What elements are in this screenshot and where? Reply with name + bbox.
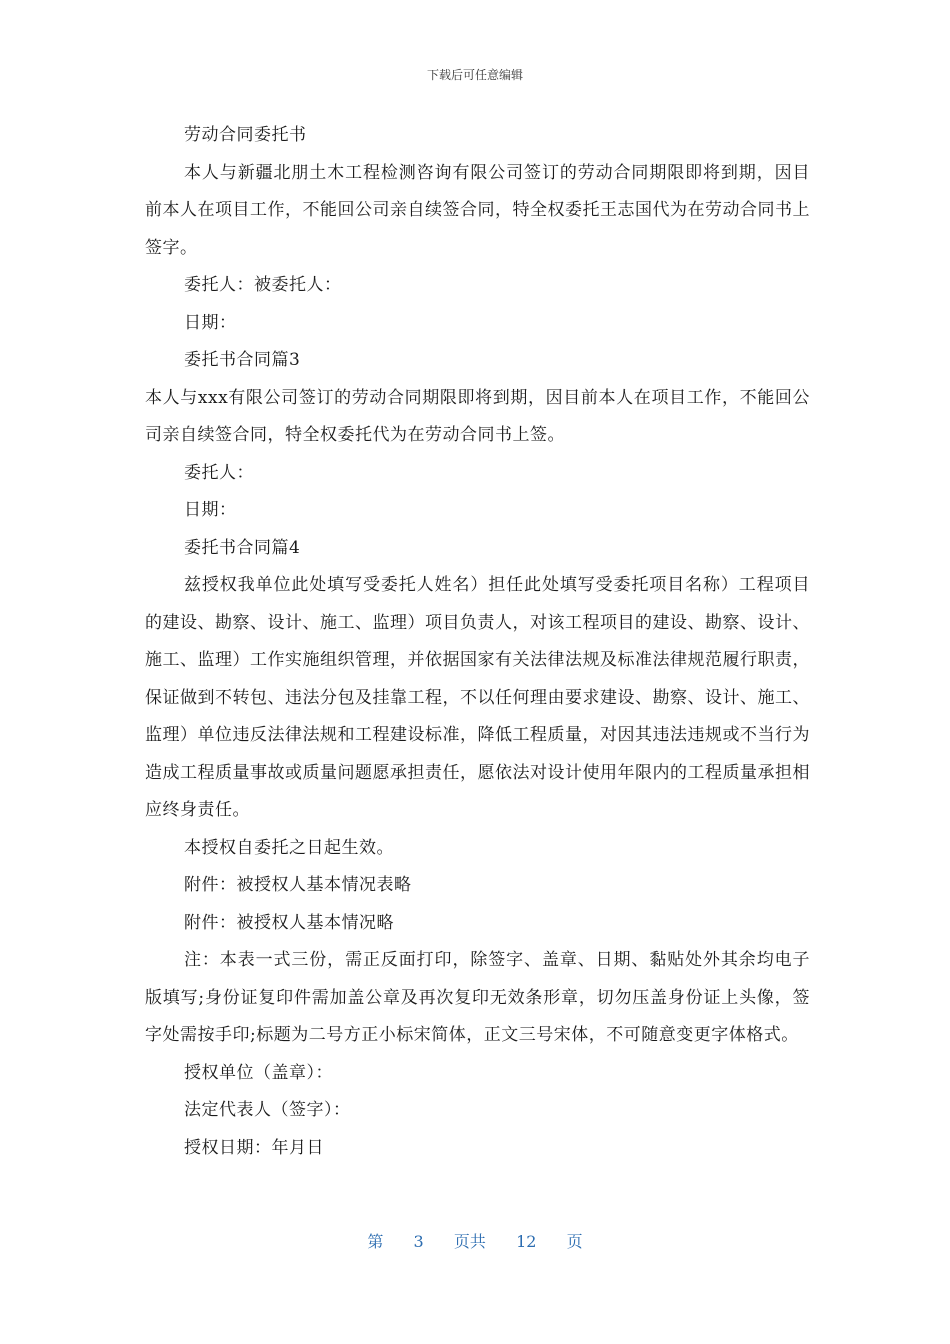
page-label: 第 [367,1232,384,1251]
paragraph: 授权日期：年月日 [184,1137,324,1158]
paragraph: 本人与新疆北朋土木工程检测咨询有限公司签订的劳动合同期限即将到期，因目前本人在项目工作，不能回公司亲自续签合同，特全权委托王志国代为在劳动合同书上签字。 [145,162,810,258]
page-header: 下载后可任意编辑 [426,68,523,82]
paragraph: 附件：被授权人基本情况表略 [184,875,412,895]
paragraph: 劳动合同委托书 [184,125,307,145]
document-body [145,117,810,1167]
page-label: 页共 [453,1232,486,1251]
paragraph: 日期： [184,500,237,520]
paragraph: 附件：被授权人基本情况略 [184,912,394,933]
paragraph: 兹授权我单位此处填写受委托人姓名）担任此处填写受委托项目名称）工程项目的建设、勘察、设计、施工、监理）项目负责人，对该工程项目的建设、勘察、设计、施工、监理）工作实施组织管理，并依据国家有关法律法规及标准法律规范履行职责，保证做到不转包、违法分包及挂靠工程，不以任何理由要求建设、勘察、设计、施工、监理）单位违反法律法规和工程建设标准，降低工程质量，对因其违法违规或不当行为造成工程质量事故或质量问题愿承担责任，愿依法对设计使用年限内的工程质量承担相应终身责任。 [145,575,810,820]
paragraph: 日期： [184,312,237,333]
total-pages: 12 [516,1232,537,1251]
page-label: 页 [566,1232,583,1251]
paragraph: 注：本表一式三份，需正反面打印，除签字、盖章、日期、黏贴处外其余均电子版填写;身份证复印件需加盖公章及再次复印无效条形章，切勿压盖身份证上头像，签字处需按手印;标题为二号方正小标宋简体，正文三号宋体，不可随意变更字体格式。 [145,950,810,1045]
page-footer [0,1229,950,1252]
page-number: 3 [413,1232,424,1251]
section-heading: 委托书合同篇3 [184,350,301,370]
paragraph: 授权单位（盖章）： [184,1062,333,1083]
section-heading: 委托书合同篇4 [184,537,301,558]
paragraph: 本授权自委托之日起生效。 [184,837,394,858]
paragraph: 委托人： [184,462,254,483]
paragraph: 委托人：被委托人： [184,275,342,295]
paragraph: 法定代表人（签字）： [184,1100,351,1120]
paragraph: 本人与xxx有限公司签订的劳动合同期限即将到期，因目前本人在项目工作，不能回公司亲自续签合同，特全权委托代为在劳动合同书上签。 [145,387,810,445]
